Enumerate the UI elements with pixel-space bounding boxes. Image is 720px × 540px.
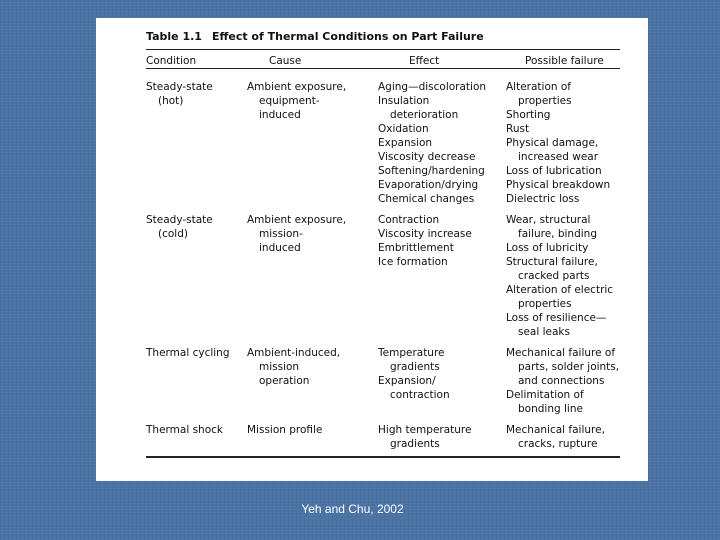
cell-line: Alteration of bbox=[506, 81, 571, 93]
cell-line: Thermal shock bbox=[146, 424, 223, 436]
cell-line: Wear, structural bbox=[506, 214, 591, 226]
cell-line: Oxidation bbox=[378, 123, 429, 135]
cell-line: failure, binding bbox=[518, 228, 597, 240]
cell-line: gradients bbox=[390, 361, 440, 373]
cause-cell bbox=[247, 423, 322, 437]
table-title-text: Effect of Thermal Conditions on Part Failure bbox=[211, 30, 484, 43]
cell-line: Softening/hardening bbox=[378, 165, 485, 177]
condition-cell bbox=[146, 423, 223, 437]
table-top-rule bbox=[146, 49, 620, 50]
cell-line: gradients bbox=[390, 438, 440, 450]
cell-line: Mechanical failure, bbox=[506, 424, 605, 436]
cell-line: Mechanical failure of bbox=[506, 347, 616, 359]
cell-line: Expansion/ bbox=[378, 375, 436, 387]
condition-cell bbox=[146, 213, 213, 241]
cell-line: Embrittlement bbox=[378, 242, 454, 254]
cell-line: Aging—discoloration bbox=[378, 81, 487, 93]
cause-cell bbox=[247, 346, 340, 388]
cell-line: Loss of lubrication bbox=[506, 165, 602, 177]
cell-line: operation bbox=[259, 375, 310, 387]
cell-line: Loss of lubricity bbox=[506, 242, 589, 254]
cell-line: mission- bbox=[259, 228, 303, 240]
failure-cell bbox=[506, 423, 605, 451]
effect-cell bbox=[378, 80, 486, 206]
effect-cell bbox=[378, 213, 472, 269]
cell-line: High temperature bbox=[378, 424, 472, 436]
cell-line: Expansion bbox=[378, 137, 433, 149]
header-effect: Effect bbox=[409, 55, 440, 67]
header-possible-failure: Possible failure bbox=[525, 55, 604, 67]
cell-line: mission bbox=[259, 361, 300, 373]
cell-line: contraction bbox=[390, 389, 450, 401]
cell-line: Evaporation/drying bbox=[378, 179, 479, 191]
cell-line: cracked parts bbox=[518, 270, 590, 282]
cell-line: and connections bbox=[518, 375, 605, 387]
failure-cell bbox=[506, 213, 613, 339]
cause-cell bbox=[247, 213, 346, 255]
cell-line: Ambient-induced, bbox=[247, 347, 341, 359]
cell-line: properties bbox=[518, 298, 572, 310]
cell-line: Steady-state bbox=[146, 214, 213, 226]
cell-line: Temperature bbox=[378, 347, 445, 359]
cell-line: Structural failure, bbox=[506, 256, 598, 268]
cell-line: seal leaks bbox=[518, 326, 570, 338]
cell-line: Mission profile bbox=[247, 424, 323, 436]
cell-line: equipment- bbox=[259, 95, 320, 107]
cell-line: deterioration bbox=[390, 109, 459, 121]
cell-line: Dielectric loss bbox=[506, 193, 580, 205]
effect-cell bbox=[378, 423, 471, 451]
cell-line: Ice formation bbox=[378, 256, 448, 268]
cell-line: (cold) bbox=[158, 228, 188, 240]
cell-line: Alteration of electric bbox=[506, 284, 614, 296]
cell-line: Chemical changes bbox=[378, 193, 475, 205]
slide-caption: Yeh and Chu, 2002 bbox=[301, 502, 404, 516]
cell-line: bonding line bbox=[518, 403, 583, 415]
cell-line: Thermal cycling bbox=[146, 347, 230, 359]
effect-cell bbox=[378, 346, 450, 402]
cell-line: Physical breakdown bbox=[506, 179, 611, 191]
table-title bbox=[146, 30, 484, 43]
cell-line: induced bbox=[259, 109, 301, 121]
table-bottom-rule bbox=[146, 456, 620, 458]
failure-cell bbox=[506, 80, 610, 206]
cell-line: induced bbox=[259, 242, 301, 254]
cell-line: Insulation bbox=[378, 95, 430, 107]
cell-line: Contraction bbox=[378, 214, 440, 226]
cell-line: Loss of resilience— bbox=[506, 312, 607, 324]
header-condition: Condition bbox=[146, 55, 197, 67]
condition-cell bbox=[146, 80, 213, 108]
header-rule bbox=[146, 68, 620, 69]
cell-line: properties bbox=[518, 95, 572, 107]
cell-line: Rust bbox=[506, 123, 530, 135]
table-number: Table 1.1 bbox=[146, 30, 202, 43]
failure-cell bbox=[506, 346, 619, 416]
header-cause: Cause bbox=[269, 55, 302, 67]
cell-line: parts, solder joints, bbox=[518, 361, 620, 373]
cell-line: Viscosity decrease bbox=[378, 151, 476, 163]
cell-line: Steady-state bbox=[146, 81, 213, 93]
cause-cell bbox=[247, 80, 346, 122]
cell-line: cracks, rupture bbox=[518, 438, 598, 450]
cell-line: Ambient exposure, bbox=[247, 81, 347, 93]
table-image bbox=[96, 18, 648, 481]
cell-line: Delimitation of bbox=[506, 389, 584, 401]
cell-line: (hot) bbox=[158, 95, 184, 107]
cell-line: Ambient exposure, bbox=[247, 214, 347, 226]
cell-line: Viscosity increase bbox=[378, 228, 472, 240]
cell-line: increased wear bbox=[518, 151, 599, 163]
condition-cell bbox=[146, 346, 230, 360]
cell-line: Physical damage, bbox=[506, 137, 599, 149]
cell-line: Shorting bbox=[506, 109, 551, 121]
